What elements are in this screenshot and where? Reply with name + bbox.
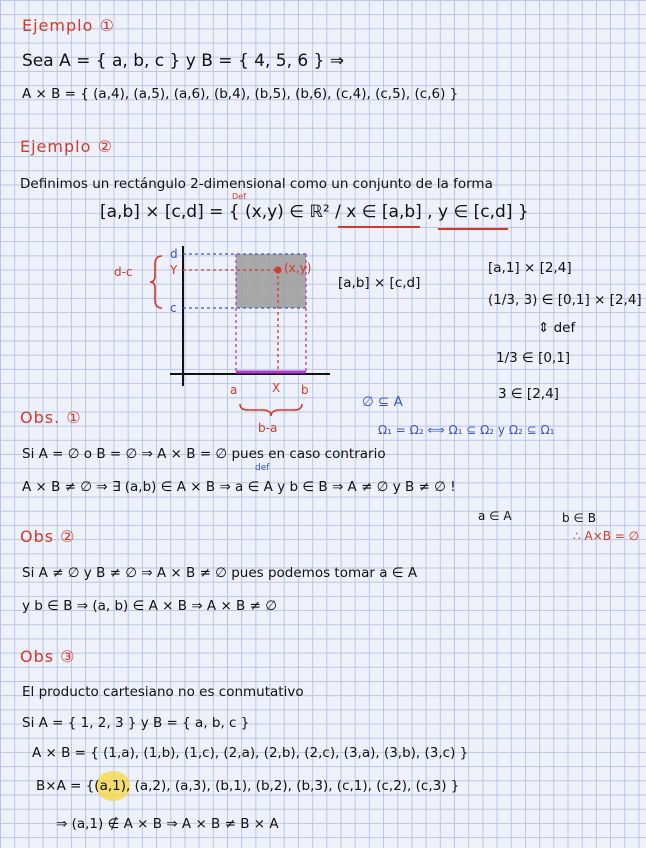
point-label: (x,y) — [284, 261, 312, 275]
obs-1-title: Obs. ① — [20, 408, 82, 427]
tick-a: a — [230, 383, 238, 397]
tick-c: c — [170, 301, 177, 315]
obs-3-line-4 — [36, 776, 459, 796]
ejemplo-1-line-2: A × B = { (a,4), (a,5), (a,6), (b,4), (b,5), (b,6), (c,4), (c,5), (c,6) } — [22, 86, 459, 102]
tick-d: d — [170, 247, 178, 261]
side-note-5: 3 ∈ [2,4] — [498, 386, 559, 402]
side-note-2: (1/3, 3) ∈ [0,1] × [2,4] — [488, 292, 642, 308]
obs-3-title: Obs ③ — [20, 647, 76, 666]
brace-y — [150, 256, 162, 308]
width-label: b-a — [258, 421, 278, 435]
obs-1-def-mark: def — [255, 463, 270, 473]
tick-y: Y — [170, 263, 178, 277]
ejemplo-1-line-1: Sea A = { a, b, c } y B = { 4, 5, 6 } ⇒ — [22, 51, 345, 71]
obs-1-sub-a: a ∈ A — [478, 509, 512, 523]
obs-3-line-5: ⇒ (a,1) ∉ A × B ⇒ A × B ≠ B × A — [56, 816, 279, 832]
obs-3-line-3: A × B = { (1,a), (1,b), (1,c), (2,a), (2,b), (2,c), (3,a), (3,b), (3,c) } — [32, 745, 469, 761]
obs-3-line-2: Si A = { 1, 2, 3 } y B = { a, b, c } — [22, 715, 250, 731]
obs-3-line-4-head: B×A = { — [36, 778, 95, 794]
side-note-1: [a,1] × [2,4] — [488, 260, 572, 276]
side-note-3: ⇕ def — [538, 320, 576, 336]
obs-3-highlighted-pair: (a,1) — [94, 778, 126, 794]
obs-2-line-1: Si A ≠ ∅ y B ≠ ∅ ⇒ A × B ≠ ∅ pues podemos tomar a ∈ A — [22, 565, 418, 581]
tick-x: X — [272, 381, 281, 395]
obs-1-line-1: Si A = ∅ o B = ∅ ⇒ A × B = ∅ pues en caso contrario — [22, 446, 386, 462]
rect-label: [a,b] × [c,d] — [338, 275, 421, 291]
side-note-4: 1/3 ∈ [0,1] — [496, 350, 571, 366]
tick-b: b — [301, 383, 309, 397]
obs-3-line-1: El producto cartesiano no es conmutativo — [22, 684, 304, 700]
obs-1-line-2: A × B ≠ ∅ ⇒ ∃ (a,b) ∈ A × B ⇒ a ∈ A y b ∈ B ⇒ A ≠ ∅ y B ≠ ∅ ! — [22, 479, 456, 495]
brace-x — [240, 404, 302, 416]
def-mark: Def — [232, 192, 246, 201]
ejemplo-2-line-2: [a,b] × [c,d] = { (x,y) ∈ ℝ² / x ∈ [a,b] , y ∈ [c,d] } — [100, 202, 529, 222]
ejemplo-1-title: Ejemplo ① — [22, 16, 115, 35]
obs-2-line-2: y b ∈ B ⇒ (a, b) ∈ A × B ⇒ A × B ≠ ∅ — [22, 598, 277, 614]
point-xy — [275, 267, 282, 274]
obs-3-line-4-rest: , (a,2), (a,3), (b,1), (b,2), (b,3), (c,1), (c,2), (c,3) } — [125, 778, 460, 794]
obs-2-title: Obs ② — [20, 527, 76, 546]
ejemplo-2-line-1: Definimos un rectángulo 2-dimensional como un conjunto de la forma — [20, 176, 493, 192]
set-equality-note: Ω₁ = Ω₂ ⟺ Ω₁ ⊆ Ω₂ y Ω₂ ⊆ Ω₁ — [378, 423, 555, 437]
height-label: d-c — [114, 265, 133, 279]
obs-1-therefore: ∴ A×B = ∅ — [573, 529, 640, 543]
ejemplo-2-title: Ejemplo ② — [20, 137, 113, 156]
obs-1-sub-b: b ∈ B — [562, 511, 596, 525]
empty-subset-note: ∅ ⊆ A — [362, 394, 403, 410]
